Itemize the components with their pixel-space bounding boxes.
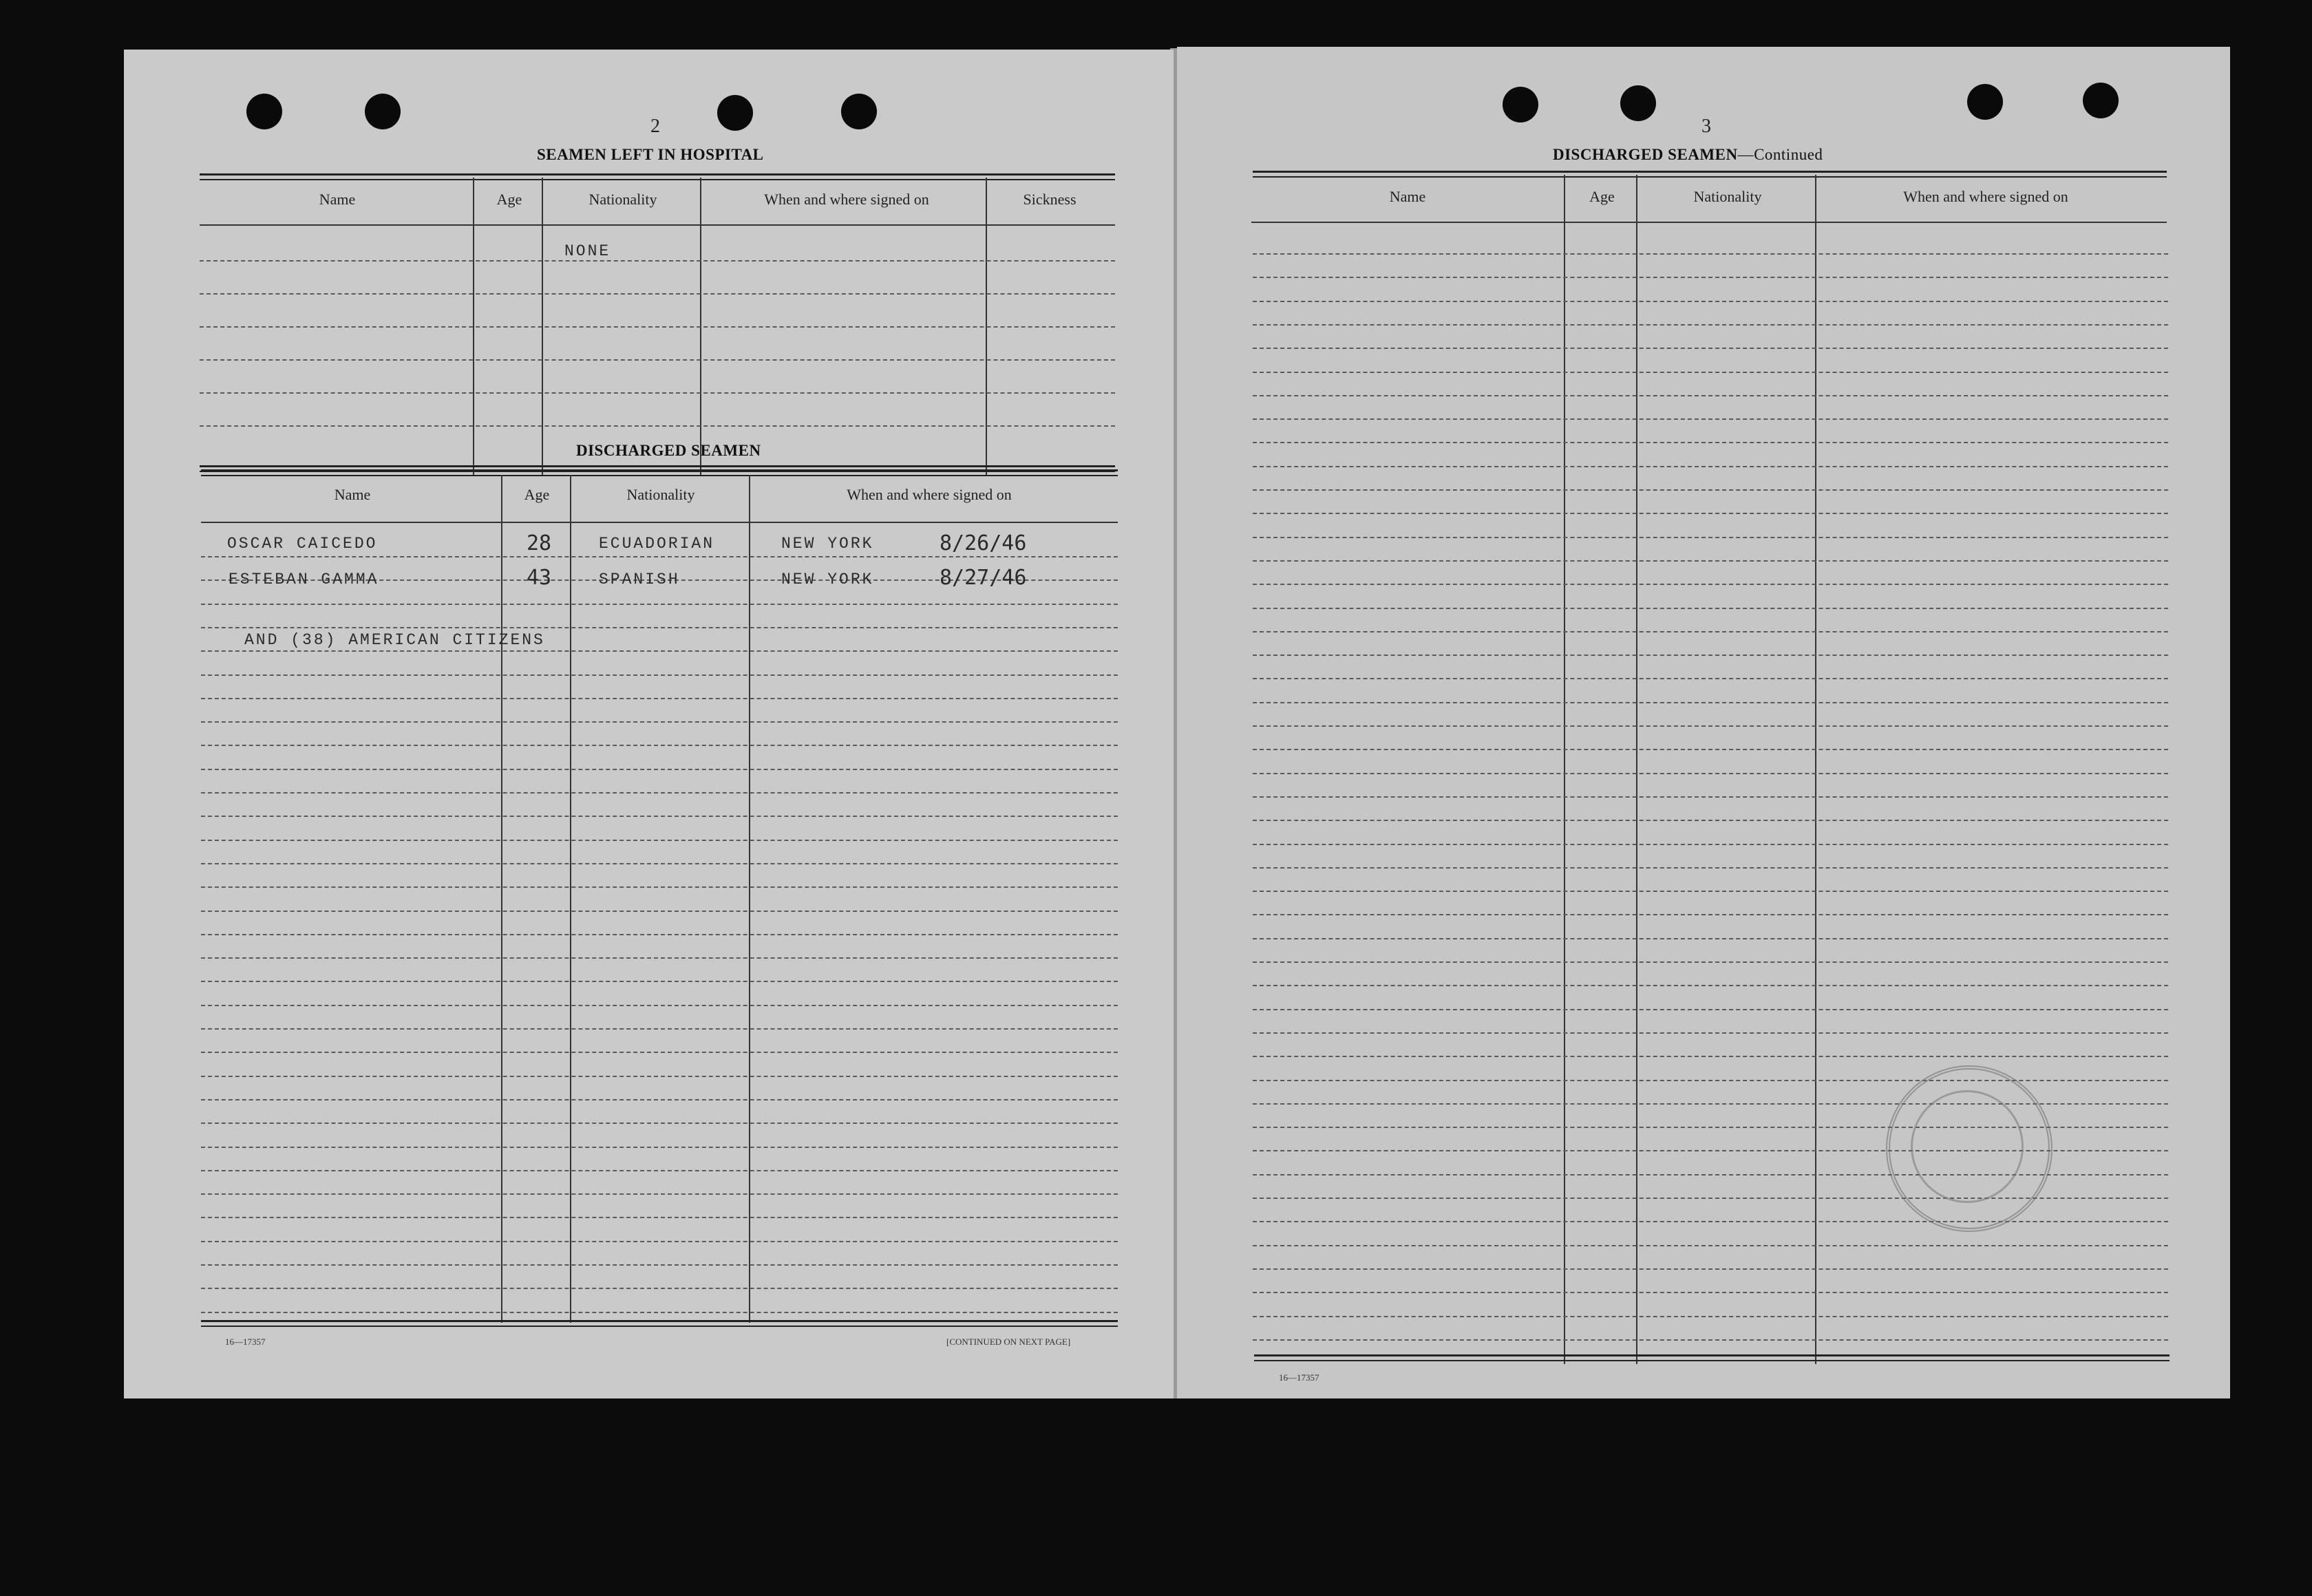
table-row-line [1253, 1032, 2168, 1034]
hospital-entry: NONE [564, 242, 611, 260]
discharged-section-title: DISCHARGED SEAMEN [576, 442, 761, 459]
punch-hole [2083, 83, 2119, 118]
discharged-header-signed-on: When and where signed on [1903, 188, 2068, 205]
discharged-header-age: Age [1589, 188, 1615, 205]
table-row-line [1253, 678, 2168, 679]
table-row-line [1253, 1339, 2168, 1341]
table-row-line [1253, 867, 2168, 869]
hospital-header-nationality: Nationality [588, 191, 657, 208]
table-row-line [201, 1217, 1118, 1218]
table-row-line [201, 769, 1118, 770]
discharged-continued-title [1553, 146, 1823, 164]
hospital-row-line [200, 260, 1115, 262]
table-row-line [1253, 725, 2168, 727]
table-row-line [1253, 631, 2168, 632]
table-row-line [201, 981, 1118, 982]
page-number: 2 [650, 116, 660, 137]
bleed-through-stamp [1886, 1065, 2053, 1232]
table-row-line [1253, 655, 2168, 656]
table-row-line [1253, 1221, 2168, 1222]
table-row-line [201, 650, 1118, 652]
table-row-line [201, 1005, 1118, 1006]
title-suffix: —Continued [1737, 146, 1823, 163]
table-row-line [1253, 584, 2168, 585]
discharged-header-underline [201, 522, 1118, 523]
discharged-footer-rule [201, 1320, 1118, 1327]
table-row-line [201, 721, 1118, 723]
row-2-date: 8/27/46 [940, 566, 1027, 590]
row-2-age: 43 [527, 566, 552, 590]
table-row-line [1253, 466, 2168, 467]
table-row-line [1253, 1080, 2168, 1081]
table-row-line [1253, 372, 2168, 373]
table-row-line [1253, 1316, 2168, 1317]
right-page [1177, 47, 2230, 1398]
discharged-col-divider [1815, 175, 1816, 1364]
row-1-nationality: ECUADORIAN [599, 535, 715, 553]
punch-hole [365, 94, 401, 129]
table-row-line [1253, 324, 2168, 326]
punch-hole [1620, 85, 1656, 121]
hospital-row-line [200, 293, 1115, 295]
table-row-line [201, 1170, 1118, 1171]
table-row-line [1253, 418, 2168, 420]
table-row-line [201, 863, 1118, 864]
stamp-inner-ring [1911, 1090, 2024, 1203]
table-row-line [1253, 1268, 2168, 1270]
table-row-line [201, 792, 1118, 794]
discharged-header-age: Age [524, 486, 550, 503]
table-row-line [201, 816, 1118, 817]
table-row-line [1253, 938, 2168, 939]
row-1-age: 28 [527, 531, 552, 555]
table-row-line [1253, 796, 2168, 798]
table-row-line [1253, 442, 2168, 443]
punch-hole [717, 95, 753, 131]
table-row-line [201, 627, 1118, 628]
table-row-line [1253, 489, 2168, 491]
discharged-col-divider [749, 475, 750, 1323]
left-page [124, 50, 1174, 1398]
hospital-row-line [200, 326, 1115, 328]
form-number: 16—17357 [225, 1337, 266, 1347]
discharged-header-underline [1251, 222, 2167, 223]
table-row-line [201, 957, 1118, 959]
discharged-col-divider [1564, 175, 1565, 1364]
table-row-line [1253, 891, 2168, 892]
discharged-header-rule [201, 469, 1118, 476]
discharged-footer-rule [1254, 1354, 2170, 1361]
table-row-line [201, 1312, 1118, 1313]
table-row-line [1253, 608, 2168, 609]
discharged-header-nationality: Nationality [1693, 188, 1762, 205]
table-row-line [201, 886, 1118, 888]
table-row-line [1253, 253, 2168, 255]
hospital-section-title: SEAMEN LEFT IN HOSPITAL [537, 146, 764, 163]
hospital-header-underline [200, 224, 1115, 226]
punch-hole [1503, 87, 1538, 123]
table-row-line [1253, 773, 2168, 774]
row-1-place: NEW YORK [781, 535, 874, 553]
table-row-line [201, 556, 1118, 557]
row-2-place: NEW YORK [781, 571, 874, 588]
table-row-line [1253, 985, 2168, 986]
hospital-header-rule [200, 173, 1115, 180]
table-row-line [1253, 395, 2168, 396]
table-row-line [201, 1076, 1118, 1077]
hospital-row-line [200, 359, 1115, 361]
table-row-line [1253, 513, 2168, 514]
table-row-line [1253, 820, 2168, 821]
hospital-header-sickness: Sickness [1023, 191, 1077, 208]
table-row-line [201, 604, 1118, 605]
table-row-line [1253, 301, 2168, 302]
title-main: DISCHARGED SEAMEN [1553, 146, 1738, 163]
table-row-line [1253, 1009, 2168, 1010]
table-row-line [201, 1122, 1118, 1124]
punch-hole [841, 94, 877, 129]
table-row-line [1253, 1292, 2168, 1293]
table-row-line [1253, 749, 2168, 750]
table-row-line [201, 934, 1118, 935]
table-row-line [201, 674, 1118, 676]
hospital-header-age: Age [496, 191, 522, 208]
hospital-row-line [200, 392, 1115, 394]
table-row-line [201, 1288, 1118, 1289]
discharged-header-name: Name [1389, 188, 1426, 205]
hospital-header-signed-on: When and where signed on [764, 191, 929, 208]
discharged-header-nationality: Nationality [626, 486, 695, 503]
table-row-line [1253, 1245, 2168, 1246]
table-row-line [201, 1193, 1118, 1195]
table-row-line [1253, 1056, 2168, 1057]
punch-hole [246, 94, 282, 129]
page-number: 3 [1701, 116, 1711, 137]
row-2-nationality: SPANISH [599, 571, 680, 588]
hospital-header-name: Name [319, 191, 356, 208]
table-row-line [201, 1241, 1118, 1242]
row-1-date: 8/26/46 [940, 531, 1027, 555]
table-row-line [1253, 348, 2168, 349]
table-row-line [1253, 844, 2168, 845]
table-row-line [1253, 914, 2168, 915]
form-number: 16—17357 [1279, 1372, 1319, 1383]
discharged-note: AND (38) AMERICAN CITIZENS [244, 631, 545, 649]
table-row-line [201, 911, 1118, 912]
table-row-line [201, 1052, 1118, 1053]
table-row-line [201, 1028, 1118, 1030]
discharged-header-name: Name [334, 486, 371, 503]
table-row-line [1253, 560, 2168, 562]
table-row-line [1253, 537, 2168, 538]
discharged-header-signed-on: When and where signed on [847, 486, 1012, 503]
row-2-name: ESTEBAN GAMMA [229, 571, 379, 588]
discharged-col-divider [501, 475, 502, 1323]
table-row-line [201, 1099, 1118, 1100]
table-row-line [201, 1147, 1118, 1148]
continued-note: [CONTINUED ON NEXT PAGE] [946, 1337, 1071, 1347]
discharged-header-rule [1253, 171, 2167, 178]
table-row-line [201, 698, 1118, 699]
punch-hole [1967, 84, 2003, 120]
table-row-line [201, 840, 1118, 841]
table-row-line [1253, 277, 2168, 278]
discharged-col-divider [570, 475, 571, 1323]
table-row-line [201, 1264, 1118, 1266]
row-1-name: OSCAR CAICEDO [227, 535, 378, 553]
table-row-line [1253, 702, 2168, 703]
table-row-line [201, 745, 1118, 746]
discharged-col-divider [1636, 175, 1637, 1364]
table-row-line [1253, 961, 2168, 963]
hospital-row-line [200, 425, 1115, 427]
